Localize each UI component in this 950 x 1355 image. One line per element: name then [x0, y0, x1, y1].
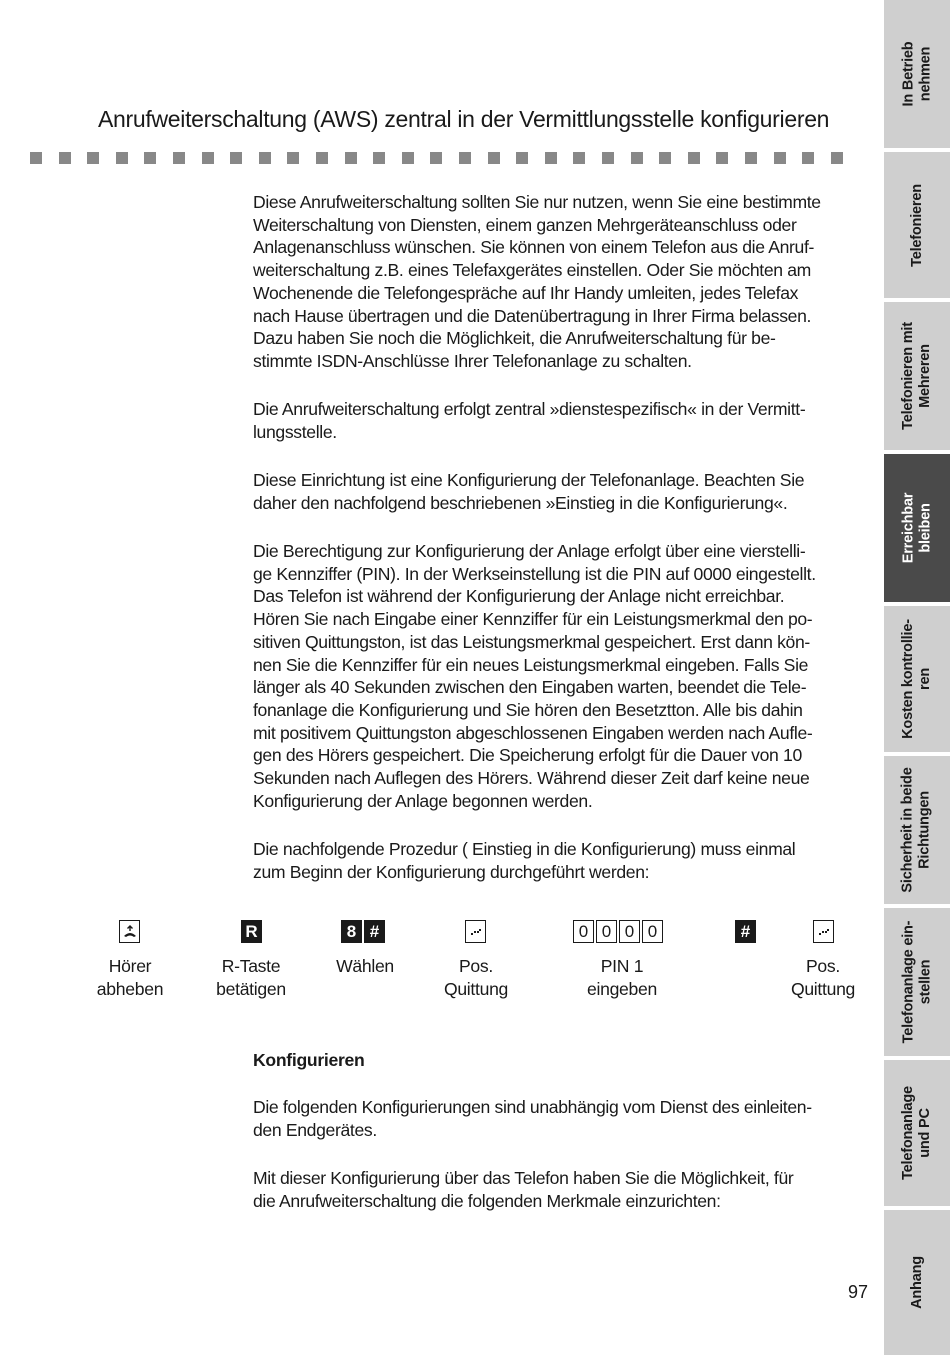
text-line: fonanlage die Konfigurierung und Sie hören den Besetztton. Alle bis dahin [253, 699, 803, 720]
text-line: nach Hause übertragen und die Datenübertragung in Ihrer Firma belassen. [253, 305, 812, 326]
text-line: PIN 1 [600, 956, 644, 976]
step-hash [735, 920, 756, 944]
text-line: sitiven Quittungston, ist das Leistungsmerkmal gespeichert. Erst dann kön- [253, 631, 810, 652]
decorative-square [87, 152, 99, 164]
decorative-square [230, 152, 242, 164]
decorative-square [774, 152, 786, 164]
text-line: Wählen [336, 956, 394, 976]
decorative-square [402, 152, 414, 164]
decorative-square [259, 152, 271, 164]
text-line: abheben [96, 979, 164, 999]
page-title: Anrufweiterschaltung (AWS) zentral in der Vermittlungsstelle konfigurieren [98, 106, 830, 132]
tab-telefonieren[interactable] [884, 152, 950, 298]
decorative-square [430, 152, 442, 164]
tab-in-betrieb-nehmen[interactable] [884, 0, 950, 148]
text-line: Hörer [108, 956, 152, 976]
text-line: Die Berechtigung zur Konfigurierung der Anlage erfolgt über eine vierstelli- [253, 541, 806, 561]
step-label-dial [305, 955, 425, 978]
decorative-square [573, 152, 585, 164]
decorative-square-row [30, 152, 850, 164]
decorative-square [373, 152, 385, 164]
text-line: Hören Sie nach Eingabe einer Kennziffer für ein Leistungsmerkmal den po- [253, 609, 813, 630]
tab-kosten-kontrollieren[interactable] [884, 606, 950, 752]
text-line: länger als 40 Sekunden zwischen den Eingaben warten, beendet die Tele- [253, 677, 807, 698]
text-line: lungsstelle. [253, 421, 337, 442]
tab-anhang[interactable] [884, 1210, 950, 1355]
tab-telefonanlage-einstellen[interactable] [884, 908, 950, 1056]
text-line: Mit dieser Konfigurierung über das Telefon haben Sie die Möglichkeit, für [253, 1168, 794, 1188]
page-number: 97 [848, 1282, 869, 1302]
text-line: Diese Anrufweiterschaltung sollten Sie nur nutzen, wenn Sie eine bestimmte [253, 192, 821, 212]
r-key: R [241, 920, 262, 943]
tab-label: Kosten kontrollie- ren [900, 619, 934, 739]
step-label-r-key [191, 955, 311, 1001]
decorative-square [30, 152, 42, 164]
tab-label: Sicherheit in beide Richtungen [900, 767, 933, 893]
text-line: Das Telefon ist während der Konfigurierung der Anlage nicht erreichbar. [253, 586, 785, 607]
decorative-square [59, 152, 71, 164]
decorative-square [202, 152, 214, 164]
text-line: Sekunden nach Auflegen des Hörers. Während dieser Zeit darf keine neue [253, 768, 810, 789]
step-label-ack-1 [416, 955, 536, 1001]
text-line: eingeben [586, 979, 657, 999]
text-line: Pos. [458, 956, 493, 976]
text-line: zum Beginn der Konfigurierung durchgeführt werden: [253, 861, 650, 882]
independence-paragraph [253, 1096, 878, 1141]
tab-sicherheit-in-beide-richtungen[interactable] [884, 756, 950, 904]
decorative-square [488, 152, 500, 164]
step-positive-ack-1 [465, 920, 486, 944]
text-line: stimmte ISDN-Anschlüsse Ihrer Telefonanlage zu schalten. [253, 350, 692, 371]
decorative-square [287, 152, 299, 164]
text-line: den Endgerätes. [253, 1119, 377, 1140]
decorative-square [745, 152, 757, 164]
pin-digit-key: 0 [573, 920, 594, 943]
decorative-square [316, 152, 328, 164]
text-line: Konfigurierung der Anlage begonnen werden. [253, 790, 593, 811]
pin-digit-key: 0 [642, 920, 663, 943]
step-positive-ack-2 [813, 920, 834, 944]
decorative-square [802, 152, 814, 164]
text-line: Die nachfolgende Prozedur ( Einstieg in die Konfigurierung) muss einmal [253, 839, 796, 859]
decorative-square [659, 152, 671, 164]
text-line: R-Taste [221, 956, 281, 976]
decorative-square [716, 152, 728, 164]
decorative-square [144, 152, 156, 164]
step-label-ack-2 [763, 955, 883, 1001]
text-line: die Anrufweiterschaltung die folgenden Merkmale einzurichten: [253, 1190, 721, 1211]
step-r-key [241, 920, 262, 944]
text-line: Dazu haben Sie noch die Möglichkeit, die Anrufweiterschaltung für be- [253, 328, 776, 349]
step-lift-handset [119, 920, 140, 944]
pin-digit-key: 0 [619, 920, 640, 943]
text-line: nen Sie die Kennziffer für ein neues Leistungsmerkmal eingeben. Falls Sie [253, 654, 809, 675]
text-line: Die Anrufweiterschaltung erfolgt zentral »dienstespezifisch« in der Vermitt- [253, 399, 806, 419]
text-line: Die folgenden Konfigurierungen sind unabhängig vom Dienst des einleiten- [253, 1097, 812, 1117]
text-line: Pos. [805, 956, 840, 976]
decorative-square [831, 152, 843, 164]
text-line: betätigen [216, 979, 286, 999]
text-line: Quittung [443, 979, 509, 999]
text-line: Diese Einrichtung ist eine Konfigurierung der Telefonanlage. Beachten Sie [253, 470, 805, 490]
decorative-square [459, 152, 471, 164]
text-line: daher den nachfolgend beschriebenen »Einstieg in die Konfigurierung«. [253, 492, 788, 513]
handset-lift-icon [119, 920, 140, 943]
step-label-pin [562, 955, 682, 1001]
tab-label: Telefonieren mit Mehreren [900, 322, 933, 430]
step-pin-entry [573, 920, 663, 944]
decorative-square [116, 152, 128, 164]
decorative-square [688, 152, 700, 164]
decorative-square [516, 152, 528, 164]
text-line: Weiterschaltung von Diensten, einem ganzen Mehrgeräteanschluss oder [253, 214, 797, 235]
text-line: Quittung [790, 979, 856, 999]
decorative-square [545, 152, 557, 164]
pin-authorization-paragraph [253, 540, 878, 812]
tab-label: Telefonanlage und PC [900, 1086, 934, 1180]
positive-ack-tone-icon [813, 920, 834, 943]
pin-digit-key: 0 [596, 920, 617, 943]
section-heading: Konfigurieren [253, 1050, 365, 1070]
tab-telefonieren-mit-mehreren[interactable] [884, 302, 950, 450]
tab-label: Telefonanlage ein- stellen [900, 920, 933, 1044]
features-paragraph [253, 1167, 878, 1212]
intro-paragraph [253, 191, 878, 373]
text-line: ge Kennziffer (PIN). In der Werkseinstellung ist die PIN auf 0000 eingestellt. [253, 563, 816, 584]
text-line: gen des Hörers gespeichert. Die Speicherung erfolgt für die Dauer von 10 [253, 745, 802, 766]
step-label-lift [70, 955, 190, 1001]
text-line: Wochenende die Telefongespräche auf Ihr Handy umleiten, jedes Telefax [253, 282, 799, 303]
tab-telefonanlage-und-pc[interactable] [884, 1060, 950, 1206]
decorative-square [631, 152, 643, 164]
decorative-square [173, 152, 185, 164]
tab-label: In Betrieb nehmen [900, 41, 933, 107]
tab-label: Erreichbar bleiben [900, 492, 934, 564]
hash-key: # [735, 920, 756, 943]
decorative-square [602, 152, 614, 164]
step-dial [341, 920, 385, 944]
tab-erreichbar-bleiben[interactable] [884, 454, 950, 602]
digit-key: 8 [341, 920, 362, 943]
configuration-note-paragraph [253, 469, 878, 514]
decorative-square [345, 152, 357, 164]
text-line: mit positivem Quittungston abgeschlossenen Eingaben werden nach Aufle- [253, 722, 813, 743]
procedure-intro-paragraph [253, 838, 878, 883]
text-line: weiterschaltung z.B. eines Telefaxgerätes einstellen. Oder Sie möchten am [253, 260, 811, 281]
hash-key: # [364, 920, 385, 943]
central-forwarding-paragraph [253, 398, 878, 443]
positive-ack-tone-icon [465, 920, 486, 943]
text-line: Anlagenanschluss wünschen. Sie können von einem Telefon aus die Anruf- [253, 237, 815, 258]
chapter-tabs [884, 0, 950, 1355]
tab-label: Anhang [908, 1256, 925, 1309]
tab-label: Telefonieren [908, 183, 925, 267]
